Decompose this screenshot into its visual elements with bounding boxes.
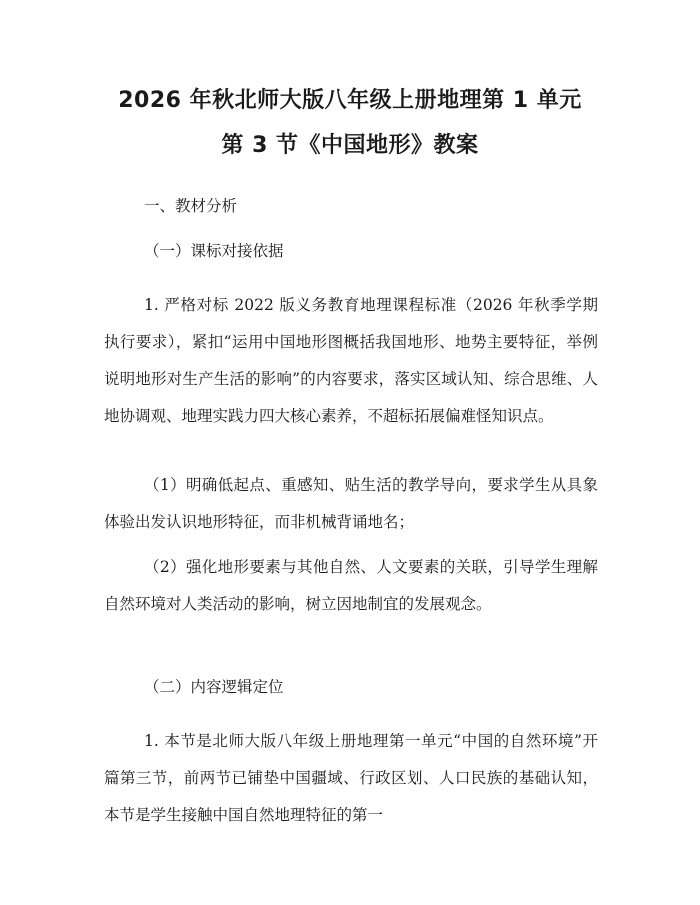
document-title-line-2: 第 3 节《中国地形》教案 (221, 133, 479, 158)
subsection-heading-content-logic: （二）内容逻辑定位 (144, 678, 284, 696)
paragraph-point-1: （1）明确低起点、重感知、贴生活的教学导向，要求学生从具象体验出发认识地形特征，而非机械背诵地名； (104, 476, 598, 531)
subsection-heading-curriculum-basis: （一）课标对接依据 (144, 242, 284, 260)
section-heading-teaching-material-analysis: 一、教材分析 (144, 197, 238, 215)
document-title-line-1: 2026 年秋北师大版八年级上册地理第 1 单元 (118, 88, 582, 113)
paragraph-section-position: 1. 本节是北师大版八年级上册地理第一单元“中国的自然环境”开篇第三节，前两节已铺垫中国疆域、行政区划、人口民族的基础认知，本节是学生接触中国自然地理特征的第一 (104, 732, 598, 824)
paragraph-curriculum-standard: 1. 严格对标 2022 版义务教育地理课程标准（2026 年秋季学期执行要求），紧扣“运用中国地形图概括我国地形、地势主要特征，举例说明地形对生产生活的影响”的内容要求，落实区域认知、综合思维、人地协调观、地理实践力四大核心素养，不超标拓展偏难怪知识点。 (104, 296, 598, 425)
paragraph-point-2: （2）强化地形要素与其他自然、人文要素的关联，引导学生理解自然环境对人类活动的影响，树立因地制宜的发展观念。 (104, 558, 598, 613)
